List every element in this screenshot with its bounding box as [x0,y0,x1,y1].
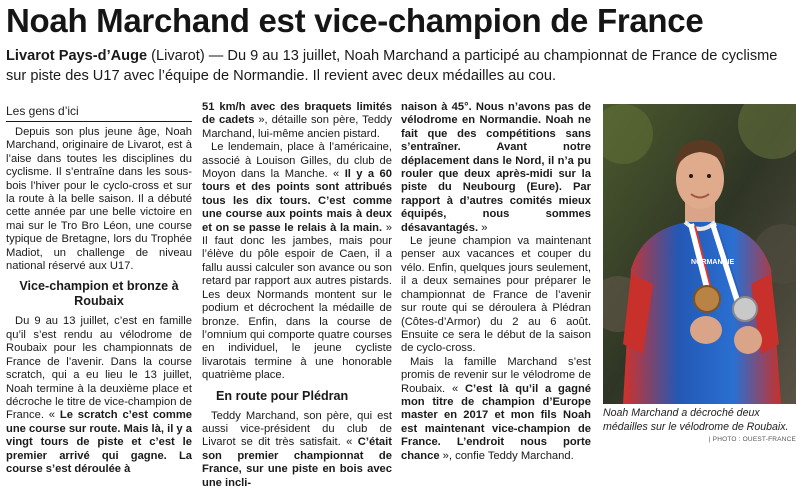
paragraph-text: Mais la famille Marchand s’est promis de revenir sur le vélodrome de Roubaix. « [401,355,591,395]
article-column-3 [401,101,591,463]
paragraph-text: » [478,221,488,234]
quote-text: Il y a 60 tours et des points sont attribués tous les dix tours. C’est comme une course aux points mais à deux et on se passe le relais à la main. [202,168,392,234]
quote-text: C’était son premier championnat de France, sur une piste en bois avec une incli- [202,436,392,489]
paragraph-text: » Il faut donc les jambes, mais pour l’élève du pôle espoir de Caen, il a fallu aussi calculer son avance ou son retard par rapport aux autres pistards. Les deux Normands montent sur le podium et décrochent la médaille de bronze. Enfin, dans la course de l’omnium qui comporte quatre courses en individuel, le jeune cycliste livarotais termine à une honorable quatrième place. [202,221,392,382]
lede-place: Livarot Pays-d’Auge [6,48,148,64]
paragraph [401,101,591,235]
paragraph-text: Le lendemain, place à l’américaine, associé à Louison Gilles, du club de Moyon dans la Manche. « [202,141,392,181]
article-column-2 [202,101,392,490]
article-photo [603,104,796,404]
paragraph-text: Teddy Marchand, son père, qui est aussi vice-président du club de Livarot se dit très satisfait. « [202,409,392,449]
paragraph-text: », détaille son père, Teddy Marchand, lui-même ancien pistard. [202,114,392,140]
jersey-text: NORMANDIE [691,259,735,266]
article-headline: Noah Marchand est vice-champion de France [6,2,704,39]
paragraph: Le jeune champion va maintenant penser aux vacances et couper du vélo. Enfin, quelques jours seulement, il a deux semaines pour préparer le championnat de France de l’avenir sur route qui se déroulera à Plédran (Côtes-d’Armor) du 2 au 6 août. Ensuite ce sera le début de la saison de cyclo-cross. [401,235,591,355]
quote-text: Le scratch c’est comme une course sur route. Mais là, il y a vingt tours de piste et c’est le premier arrivé qui gagne. La course s’est déroulée à [6,409,192,475]
subheading: Vice-champion et bronze à Roubaix [19,279,179,309]
lede-place-paren: (Livarot) [151,48,205,64]
quote-text: naison à 45°. Nous n’avons pas de vélodrome en Normandie. Noah ne fait que des compétitions sans s’entraîner. Avant notre déplacement dans le Nord, il n’a pu rouler que deux après-midi sur la piste du Neubourg (Eure). Par rapport à d’autres comités mieux équipés, nous sommes désavantagés. [401,101,591,234]
quote-text: 51 km/h avec des braquets limités de cadets [202,101,392,127]
paragraph-text: Du 9 au 13 juillet, c’est en famille qu’il s’est rendu au vélodrome de Roubaix pour les championnats de France de l’avenir. Dans la course scratch, qui a eu lieu le 13 juillet, Noah termine à la deuxième place et décroche le titre de vice-champion de France. « [6,315,192,422]
cyclist-photo-illustration [603,104,796,404]
photo-caption: Noah Marchand a décroché deux médailles sur le vélodrome de Roubaix. [603,407,789,433]
paragraph [6,315,192,476]
paragraph [202,101,392,141]
paragraph-text: », confie Teddy Marchand. [439,449,574,462]
paragraph [401,356,591,463]
subheading: En route pour Plédran [216,388,349,403]
paragraph [202,141,392,382]
quote-text: C’est là qu’il a gagné mon titre de champion d’Europe master en 2017 et mon fils Noah est maintenant vice-champion de France. L’endroit nous porte chance [401,382,591,462]
article-column-1 [6,104,192,476]
photo-credit: | PHOTO : OUEST-FRANCE [708,436,796,443]
section-label: Les gens d’ici [6,104,192,122]
lede-text: — Du 9 au 13 juillet, Noah Marchand a participé au championnat de France de cyclisme sur piste des U17 avec l’équipe de Normandie. Il revient avec deux médailles au cou. [6,48,778,84]
paragraph: Depuis son plus jeune âge, Noah Marchand, originaire de Livarot, est à l’aise dans toutes les disciplines du cyclisme. Il s’entraîne dans les sous-bois l’hiver pour le cyclo-cross et sur la route à la belle saison. Il a débuté cette année par une belle victoire en mai sur le Tro Bro Léon, une course typique de Bretagne, lors du Trophée Madiot, un challenge de niveau national réservé aux U17. [6,126,192,273]
article-lede [6,46,796,86]
